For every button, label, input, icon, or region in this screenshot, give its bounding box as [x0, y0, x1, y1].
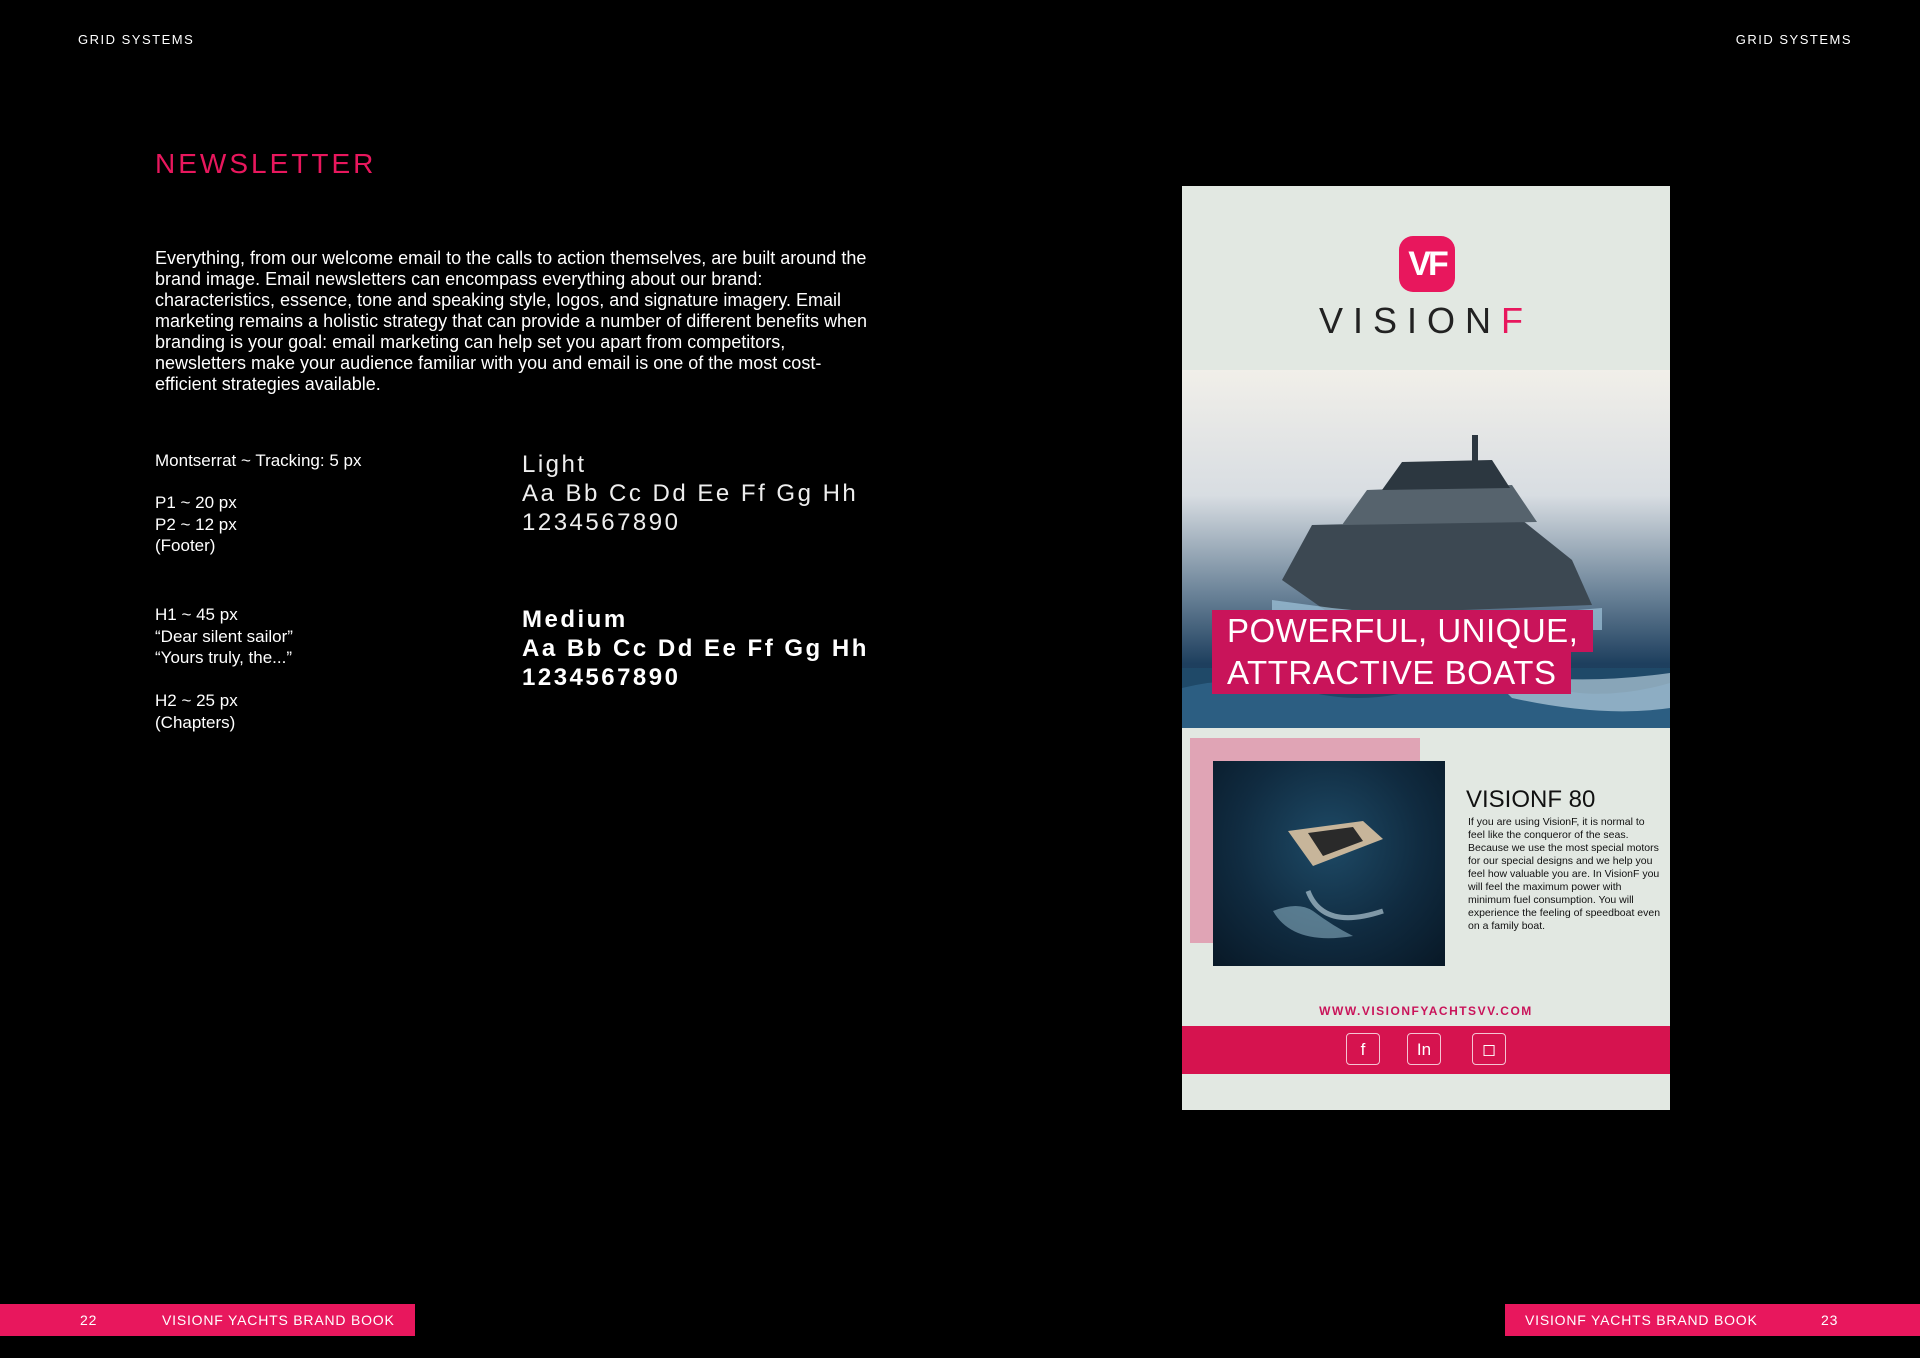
p1-spec: P1 ~ 20 px — [155, 493, 237, 512]
linkedin-icon[interactable]: In — [1407, 1033, 1441, 1065]
social-bar — [1182, 1026, 1670, 1074]
footer-right — [1505, 1304, 1920, 1336]
medium-name: Medium — [522, 606, 628, 633]
h1-spec: H1 ~ 45 px — [155, 605, 238, 624]
footer-brand-right: VISIONF YACHTS BRAND BOOK — [1525, 1312, 1758, 1328]
intro-paragraph: Everything, from our welcome email to the calls to action themselves, are built around the brand image. Email newsletters can encompass everything about our brand: characteristics, essence, tone and speaking style, logos, and signature imagery. Email marketing remains a holistic strategy that can provide a number of different benefits when branding is your goal: email marketing can help set you apart from competitors, newsletters make your audience familiar with you and email is one of the most cost-efficient strategies available. — [155, 248, 868, 394]
aerial-boat-image — [1213, 761, 1445, 966]
model-description: If you are using VisionF, it is normal to feel like the conqueror of the seas. Because we use the most special motors for our special designs and we help you feel how valuable you are. In VisionF you will feel the maximum power with minimum fuel consumption. You will experience the feeling of speedboat even on a family boat. — [1468, 816, 1661, 932]
instagram-icon[interactable]: ◻ — [1472, 1033, 1506, 1065]
h1-example-1: “Dear silent sailor” — [155, 626, 293, 646]
medium-weight-sample — [522, 605, 869, 692]
header-right: GRID SYSTEMS — [1735, 32, 1852, 47]
h1-specs — [155, 604, 293, 669]
footer-left — [0, 1304, 415, 1336]
tagline — [1212, 610, 1593, 694]
h2-spec: H2 ~ 25 px — [155, 691, 238, 710]
light-name: Light — [522, 451, 587, 478]
logo-f: F — [1501, 300, 1534, 341]
yacht-illustration — [1272, 430, 1602, 630]
tagline-line-1: POWERFUL, UNIQUE, — [1212, 610, 1593, 652]
page-number-right: 23 — [1821, 1312, 1839, 1328]
logo-mark: VF — [1399, 236, 1455, 292]
paragraph-specs — [155, 492, 237, 557]
footer-note: (Footer) — [155, 536, 216, 555]
header-left: GRID SYSTEMS — [78, 32, 195, 47]
light-digits: 1234567890 — [522, 509, 681, 536]
tagline-line-2: ATTRACTIVE BOATS — [1212, 652, 1571, 694]
p2-spec: P2 ~ 12 px — [155, 514, 237, 534]
light-weight-sample — [522, 450, 858, 537]
facebook-icon[interactable]: f — [1346, 1033, 1380, 1065]
speedboat-illustration — [1213, 761, 1445, 966]
website-link[interactable]: WWW.VISIONFYACHTSVV.COM — [1319, 1004, 1533, 1018]
h2-specs — [155, 690, 238, 733]
footer-brand-left: VISIONF YACHTS BRAND BOOK — [162, 1312, 395, 1328]
medium-digits: 1234567890 — [522, 664, 681, 691]
page-number-left: 22 — [80, 1312, 98, 1328]
font-spec: Montserrat ~ Tracking: 5 px — [155, 451, 362, 470]
page-title: NEWSLETTER — [155, 148, 377, 179]
logo-wordmark — [1182, 300, 1670, 342]
medium-letters: Aa Bb Cc Dd Ee Ff Gg Hh — [522, 635, 869, 662]
chapters-note: (Chapters) — [155, 712, 236, 732]
light-letters: Aa Bb Cc Dd Ee Ff Gg Hh — [522, 480, 859, 507]
logo-word: VISION — [1318, 300, 1502, 341]
newsletter-mockup — [1182, 186, 1670, 1110]
h1-example-2: “Yours truly, the...” — [155, 648, 292, 667]
model-title: VISIONF 80 — [1466, 786, 1596, 813]
